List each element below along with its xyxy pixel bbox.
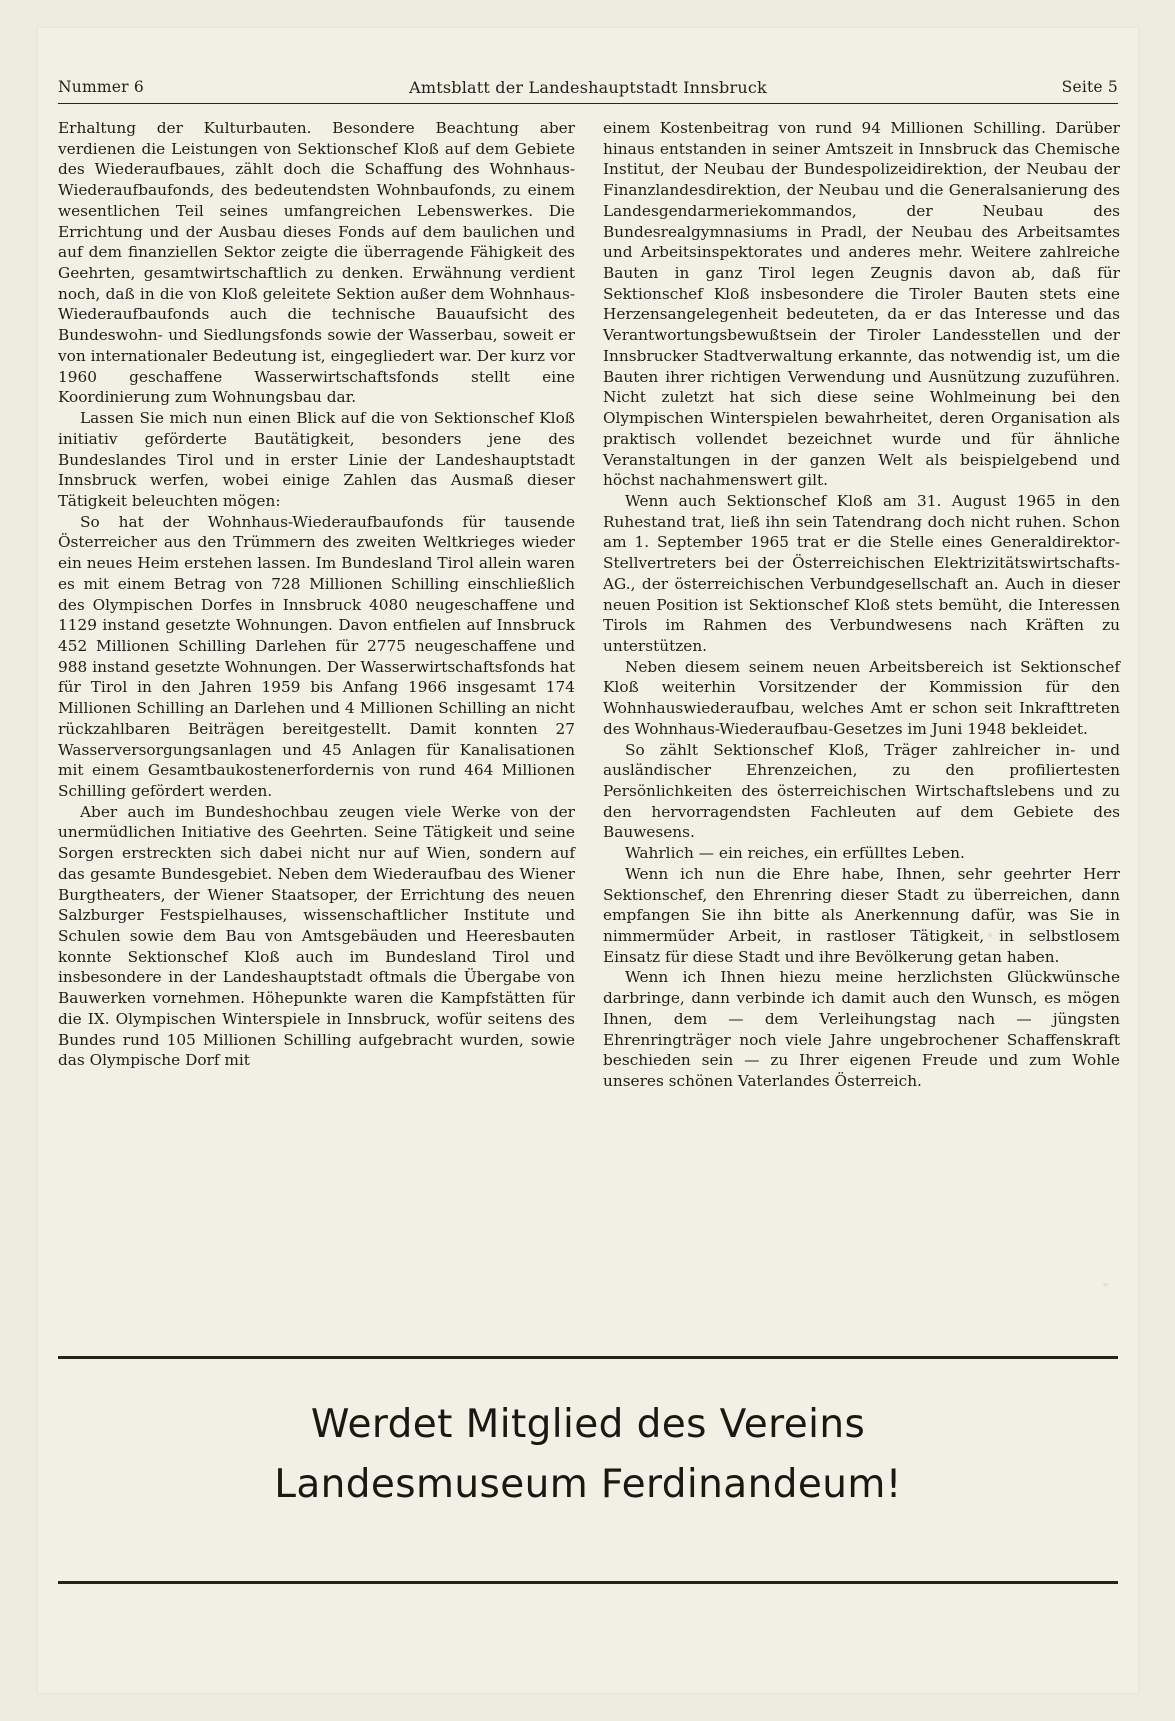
paragraph: Wahrlich — ein reiches, ein erfülltes Leben.	[625, 844, 965, 863]
running-head-center: Amtsblatt der Landeshauptstadt Innsbruck	[409, 78, 767, 97]
advertisement-line-2: Landesmuseum Ferdinandeum!	[274, 1462, 902, 1508]
paragraph: Wenn ich Ihnen hiezu meine herzlichsten Glückwünsche darbringe, dann verbinde ich damit auch den Wunsch, es mögen Ihnen, dem — dem Verleihungstag nach — jüngsten Ehrenringträger noch viele Jahre ungebrochener Schaffenskraft beschieden sein — zu Ihrer eigenen Freude und zum Wohle unseres schönen Vaterlandes Österreich.	[603, 968, 1120, 1091]
advertisement-line-1: Werdet Mitglied des Vereins	[310, 1402, 866, 1447]
article-body	[58, 118, 1120, 1333]
running-head-left: Nummer 6	[58, 78, 144, 96]
advertisement-box	[58, 1356, 1118, 1584]
paragraph: So hat der Wohnhaus-Wiederaufbaufonds für tausende Österreicher aus den Trümmern des zweiten Weltkrieges wieder ein neues Heim erstehen lassen. Im Bundesland Tirol allein waren es mit einem Betrag von 728 Millionen Schilling einschließlich des Olympischen Dorfes in Innsbruck 4080 neugeschaffene und 1129 instand gesetzte Wohnungen. Davon entfielen auf Innsbruck 452 Millionen Schilling Darlehen für 2775 neugeschaffene und 988 instand gesetzte Wohnungen. Der Wasserwirtschaftsfonds hat für Tirol in den Jahren 1959 bis Anfang 1966 insgesamt 174 Millionen Schilling an Darlehen und 4 Millionen Schilling an nicht rückzahlbaren Beiträgen bereitgestellt. Damit konnten 27 Wasserversorgungsanlagen und 45 Anlagen für Kanalisationen mit einem Gesamtbaukostenerfordernis von rund 464 Millionen Schilling gefördert werden.	[58, 512, 575, 800]
header-rule	[58, 103, 1118, 104]
paragraph: So zählt Sektionschef Kloß, Träger zahlreicher in- und ausländischer Ehrenzeichen, zu den profiliertesten Persönlichkeiten des österreichischen Wirtschaftslebens und zu den hervorragendsten Fachleuten auf dem Gebiete des Bauwesens.	[603, 740, 1120, 842]
paragraph: Aber auch im Bundeshochbau zeugen viele Werke von der unermüdlichen Initiative des Geehrten. Seine Tätigkeit und seine Sorgen erstreckten sich dabei nicht nur auf Wien, sondern auf das gesamte Bundesgebiet. Neben dem Wiederaufbau des Wiener Burgtheaters, der Wiener Staatsoper, der Errichtung des neuen Salzburger Festspielhauses, wissenschaftlicher Institute und Schulen sowie dem Bau von Amtsgebäuden und Heeresbauten konnte Sektionschef Kloß auch im Bundesland Tirol und insbesondere in der Landeshauptstadt oftmals die Übergabe von Bauwerken vornehmen. Höhepunkte waren die Kampfstätten für die IX. Olympischen Winterspiele in Innsbruck, wofür seitens des Bundes rund 105 Millionen Schilling aufgebracht wurden, sowie das Olympische Dorf mit	[58, 802, 575, 1070]
paragraph: Erhaltung der Kulturbauten. Besondere Beachtung aber verdienen die Leistungen von Sektionschef Kloß auf dem Gebiete des Wiederaufbaues, zählt doch die Schaffung des Wohnhaus-Wiederaufbaufonds, des bedeutendsten Wohnbaufonds, zu einem wesentlichen Teil seines umfangreichen Lebenswerkes. Die Errichtung und der Ausbau dieses Fonds auf dem baulichen und auf dem finanziellen Sektor zeigte die überragende Fähigkeit des Geehrten, gesamtwirtschaftlich zu denken. Erwähnung verdient noch, daß in die von Kloß geleitete Sektion außer dem Wohnhaus-Wiederaufbaufonds auch die technische Bauaufsicht des Bundeswohn- und Siedlungsfonds sowie der Wasserbau, soweit er von internationaler Bedeutung ist, eingegliedert war. Der kurz vor 1960 geschaffene Wasserwirtschaftsfonds stellt eine Koordinierung zum Wohnungsbau dar.	[58, 119, 575, 407]
paragraph: einem Kostenbeitrag von rund 94 Millionen Schilling. Darüber hinaus entstanden in seiner Amtszeit in Innsbruck das Chemische Institut, der Neubau der Bundespolizeidirektion, der Neubau der Finanzlandesdirektion, der Neubau und die Generalsanierung des Landesgendarmeriekommandos, der Neubau des Bundesrealgymnasiums in Pradl, der Neubau des Arbeitsamtes und Arbeitsinspektorates und anderes mehr. Weitere zahlreiche Bauten in ganz Tirol legen Zeugnis davon ab, daß für Sektionschef Kloß insbesondere die Tiroler Bauten stets eine Herzensangelegenheit bedeuteten, da er das Interesse und das Verantwortungsbewußtsein der Tiroler Landesstellen und der Innsbrucker Stadtverwaltung erkannte, das notwendig ist, um die Bauten ihrer richtigen Verwendung und Ausnützung zuzuführen. Nicht zuletzt hat sich diese seine Wohlmeinung bei den Olympischen Winterspielen bewahrheitet, deren Organisation als praktisch vollendet bezeichnet wurde und für ähnliche Veranstaltungen in der ganzen Welt als beispielgebend und höchst nachahmenswert gilt.	[603, 119, 1120, 490]
paragraph: Neben diesem seinem neuen Arbeitsbereich ist Sektionschef Kloß weiterhin Vorsitzender der Kommission für den Wohnhauswiederaufbau, welches Amt er schon seit Inkrafttreten des Wohnhaus-Wiederaufbau-Gesetzes im Juni 1948 bekleidet.	[603, 657, 1120, 738]
running-head-right: Seite 5	[1061, 78, 1118, 96]
paragraph: Lassen Sie mich nun einen Blick auf die von Sektionschef Kloß initiativ geförderte Bautätigkeit, besonders jene des Bundeslandes Tirol und in erster Linie der Landeshauptstadt Innsbruck werfen, wobei einige Zahlen das Ausmaß dieser Tätigkeit beleuchten mögen:	[58, 409, 575, 510]
paragraph: Wenn auch Sektionschef Kloß am 31. August 1965 in den Ruhestand trat, ließ ihn sein Tatendrang doch nicht ruhen. Schon am 1. September 1965 trat er die Stelle eines Generaldirektor-Stellvertreters bei der Österreichischen Elektrizitätswirtschafts-AG., der österreichischen Verbundgesellschaft an. Auch in dieser neuen Position ist Sektionschef Kloß stets bemüht, die Interessen Tirols im Rahmen des Verbundwesens nach Kräften zu unterstützen.	[603, 491, 1120, 655]
column-right	[603, 118, 1120, 1333]
column-left	[58, 118, 575, 1333]
paragraph: Wenn ich nun die Ehre habe, Ihnen, sehr geehrter Herr Sektionschef, den Ehrenring dieser Stadt zu überreichen, dann empfangen Sie ihn bitte als Anerkennung dafür, was Sie in nimmermüder Arbeit, in rastloser Tätigkeit, in selbstlosem Einsatz für diese Stadt und ihre Bevölkerung getan haben.	[603, 864, 1120, 966]
running-head	[58, 78, 1118, 96]
advertisement-text	[58, 1395, 1118, 1516]
